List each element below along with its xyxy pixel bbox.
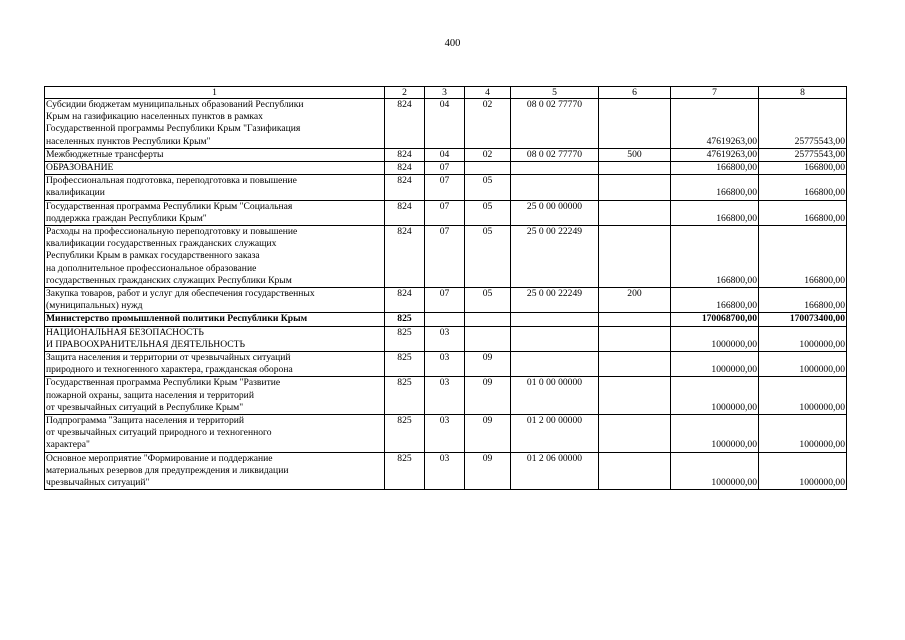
row-name-cell — [45, 352, 385, 377]
target-code-cell: 08 0 02 77770 — [511, 99, 599, 149]
row-name-cell — [45, 326, 385, 351]
section-code-cell: 03 — [425, 452, 465, 490]
row-name-line: Республики Крым в рамках государственного заказа — [46, 250, 260, 262]
row-name-line: Расходы на профессиональную переподготовку и повышение — [46, 226, 298, 238]
gr-code-cell: 825 — [385, 352, 425, 377]
amount-col7-cell: 166800,00 — [671, 288, 759, 313]
section-code-cell: 04 — [425, 99, 465, 149]
table-row — [45, 288, 847, 313]
amount-col7-cell: 166800,00 — [671, 175, 759, 200]
subsection-code-cell: 09 — [465, 352, 511, 377]
gr-code-cell: 824 — [385, 148, 425, 161]
row-name-line: характера" — [46, 439, 90, 451]
row-name-line: квалификации — [46, 187, 105, 199]
gr-code-cell: 824 — [385, 175, 425, 200]
subsection-code-cell: 09 — [465, 415, 511, 453]
row-name-cell — [45, 415, 385, 453]
row-name-line: Профессиональная подготовка, переподготовка и повышение — [46, 175, 297, 187]
subsection-code-cell: 05 — [465, 288, 511, 313]
expense-type-cell — [599, 200, 671, 225]
table-row — [45, 313, 847, 326]
row-name-line: на дополнительное профессиональное образование — [46, 262, 257, 274]
row-name-line: от чрезвычайных ситуаций природного и техногенного — [46, 427, 272, 439]
amount-col8-cell: 166800,00 — [759, 226, 847, 288]
target-code-cell — [511, 326, 599, 351]
row-name-line: Крым на газификацию населенных пунктов в рамках — [46, 111, 263, 123]
amount-col8-cell: 1000000,00 — [759, 452, 847, 490]
target-code-cell — [511, 313, 599, 326]
row-name-line: Подпрограмма "Защита населения и территорий — [46, 415, 245, 427]
section-code-cell — [425, 313, 465, 326]
gr-code-cell: 825 — [385, 377, 425, 415]
row-name-line: Государственная программа Республики Крым "Социальная — [46, 200, 293, 212]
header-cell: 2 — [385, 87, 425, 99]
budget-table — [44, 86, 847, 490]
section-code-cell: 07 — [425, 288, 465, 313]
amount-col8-cell: 1000000,00 — [759, 352, 847, 377]
row-name-line: И ПРАВООХРАНИТЕЛЬНАЯ ДЕЯТЕЛЬНОСТЬ — [46, 338, 246, 350]
amount-col8-cell: 166800,00 — [759, 288, 847, 313]
subsection-code-cell: 09 — [465, 377, 511, 415]
row-name-line: ОБРАЗОВАНИЕ — [46, 162, 114, 174]
amount-col7-cell: 1000000,00 — [671, 326, 759, 351]
target-code-cell: 08 0 02 77770 — [511, 148, 599, 161]
gr-code-cell: 824 — [385, 200, 425, 225]
header-cell: 6 — [599, 87, 671, 99]
section-code-cell: 07 — [425, 162, 465, 175]
row-name-cell — [45, 377, 385, 415]
row-name-line: Основное мероприятие "Формирование и поддержание — [46, 452, 273, 464]
section-code-cell: 07 — [425, 200, 465, 225]
amount-col8-cell: 1000000,00 — [759, 377, 847, 415]
amount-col8-cell: 166800,00 — [759, 175, 847, 200]
gr-code-cell: 824 — [385, 226, 425, 288]
subsection-code-cell: 09 — [465, 452, 511, 490]
target-code-cell: 01 2 06 00000 — [511, 452, 599, 490]
table-row — [45, 99, 847, 149]
row-name-line: (муниципальных) нужд — [46, 300, 143, 312]
expense-type-cell — [599, 162, 671, 175]
expense-type-cell: 500 — [599, 148, 671, 161]
amount-col7-cell: 166800,00 — [671, 162, 759, 175]
subsection-code-cell: 05 — [465, 226, 511, 288]
row-name-cell — [45, 162, 385, 175]
subsection-code-cell: 02 — [465, 148, 511, 161]
amount-col8-cell: 25775543,00 — [759, 99, 847, 149]
page-number: 400 — [444, 38, 461, 49]
row-name-cell — [45, 175, 385, 200]
row-name-line: чрезвычайных ситуаций" — [46, 477, 150, 489]
amount-col7-cell: 1000000,00 — [671, 352, 759, 377]
amount-col7-cell: 47619263,00 — [671, 148, 759, 161]
target-code-cell — [511, 352, 599, 377]
section-code-cell: 03 — [425, 377, 465, 415]
amount-col8-cell: 1000000,00 — [759, 415, 847, 453]
gr-code-cell: 825 — [385, 415, 425, 453]
gr-code-cell: 824 — [385, 162, 425, 175]
row-name-line: государственных гражданских служащих Республики Крым — [46, 274, 292, 286]
header-cell: 7 — [671, 87, 759, 99]
row-name-line: Закупка товаров, работ и услуг для обеспечения государственных — [46, 288, 315, 300]
subsection-code-cell — [465, 313, 511, 326]
table-row — [45, 162, 847, 175]
expense-type-cell: 200 — [599, 288, 671, 313]
table-body — [45, 99, 847, 490]
row-name-cell — [45, 99, 385, 149]
table-row — [45, 326, 847, 351]
row-name-line: природного и техногенного характера, гражданская оборона — [46, 364, 293, 376]
header-cell: 4 — [465, 87, 511, 99]
header-cell: 3 — [425, 87, 465, 99]
subsection-code-cell — [465, 162, 511, 175]
section-code-cell: 04 — [425, 148, 465, 161]
amount-col8-cell: 166800,00 — [759, 200, 847, 225]
target-code-cell: 01 0 00 00000 — [511, 377, 599, 415]
section-code-cell: 07 — [425, 175, 465, 200]
table-row — [45, 148, 847, 161]
table-row — [45, 226, 847, 288]
row-name-cell — [45, 148, 385, 161]
subsection-code-cell — [465, 326, 511, 351]
row-name-cell — [45, 452, 385, 490]
gr-code-cell: 824 — [385, 99, 425, 149]
row-name-line: Государственной программы Республики Крым "Газификация — [46, 123, 301, 135]
target-code-cell: 25 0 00 22249 — [511, 288, 599, 313]
row-name-line: квалификации государственных гражданских служащих — [46, 238, 277, 250]
header-cell: 5 — [511, 87, 599, 99]
expense-type-cell — [599, 326, 671, 351]
row-name-line: Межбюджетные трансферты — [46, 148, 164, 160]
gr-code-cell: 824 — [385, 288, 425, 313]
section-code-cell: 03 — [425, 415, 465, 453]
table-row — [45, 175, 847, 200]
table-row — [45, 415, 847, 453]
target-code-cell: 01 2 00 00000 — [511, 415, 599, 453]
subsection-code-cell: 05 — [465, 200, 511, 225]
section-code-cell: 03 — [425, 352, 465, 377]
header-cell: 8 — [759, 87, 847, 99]
row-name-line: пожарной охраны, защита населения и территорий — [46, 389, 254, 401]
row-name-cell — [45, 313, 385, 326]
header-row — [45, 87, 847, 99]
amount-col8-cell: 1000000,00 — [759, 326, 847, 351]
target-code-cell: 25 0 00 00000 — [511, 200, 599, 225]
table-row — [45, 452, 847, 490]
section-code-cell: 03 — [425, 326, 465, 351]
expense-type-cell — [599, 415, 671, 453]
section-code-cell: 07 — [425, 226, 465, 288]
subsection-code-cell: 02 — [465, 99, 511, 149]
table-row — [45, 377, 847, 415]
amount-col7-cell: 47619263,00 — [671, 99, 759, 149]
amount-col8-cell: 166800,00 — [759, 162, 847, 175]
amount-col8-cell: 25775543,00 — [759, 148, 847, 161]
target-code-cell — [511, 162, 599, 175]
row-name-line: Субсидии бюджетам муниципальных образований Республики — [46, 99, 304, 110]
amount-col7-cell: 170068700,00 — [671, 313, 759, 326]
subsection-code-cell: 05 — [465, 175, 511, 200]
header-cell: 1 — [45, 87, 385, 99]
amount-col7-cell: 1000000,00 — [671, 377, 759, 415]
expense-type-cell — [599, 226, 671, 288]
row-name-line: Министерство промышленной политики Республики Крым — [46, 313, 308, 325]
table-row — [45, 200, 847, 225]
row-name-cell — [45, 200, 385, 225]
expense-type-cell — [599, 377, 671, 415]
table-row — [45, 352, 847, 377]
row-name-cell — [45, 288, 385, 313]
expense-type-cell — [599, 452, 671, 490]
row-name-line: поддержка граждан Республики Крым" — [46, 212, 207, 224]
expense-type-cell — [599, 352, 671, 377]
gr-code-cell: 825 — [385, 452, 425, 490]
amount-col8-cell: 170073400,00 — [759, 313, 847, 326]
row-name-line: Государственная программа Республики Крым "Развитие — [46, 377, 281, 389]
amount-col7-cell: 1000000,00 — [671, 452, 759, 490]
amount-col7-cell: 1000000,00 — [671, 415, 759, 453]
amount-col7-cell: 166800,00 — [671, 226, 759, 288]
target-code-cell — [511, 175, 599, 200]
expense-type-cell — [599, 175, 671, 200]
gr-code-cell: 825 — [385, 313, 425, 326]
gr-code-cell: 825 — [385, 326, 425, 351]
row-name-line: от чрезвычайных ситуаций в Республике Крым" — [46, 401, 244, 413]
row-name-line: НАЦИОНАЛЬНАЯ БЕЗОПАСНОСТЬ — [46, 326, 204, 338]
row-name-line: населенных пунктов Республики Крым" — [46, 135, 211, 147]
row-name-line: Защита населения и территории от чрезвычайных ситуаций — [46, 352, 291, 364]
amount-col7-cell: 166800,00 — [671, 200, 759, 225]
row-name-line: материальных резервов для предупреждения и ликвидации — [46, 464, 289, 476]
expense-type-cell — [599, 313, 671, 326]
row-name-cell — [45, 226, 385, 288]
target-code-cell: 25 0 00 22249 — [511, 226, 599, 288]
expense-type-cell — [599, 99, 671, 149]
